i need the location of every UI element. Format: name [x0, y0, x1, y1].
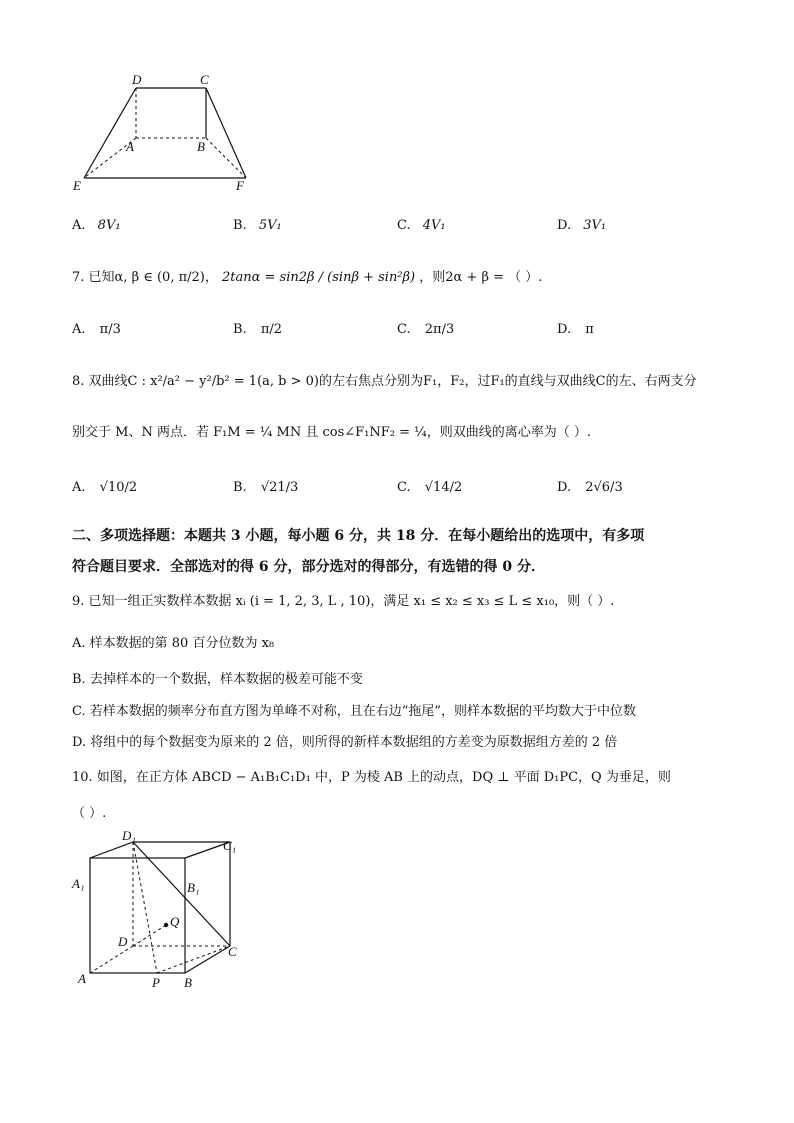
option-value: √10/2	[99, 480, 138, 495]
q9-option-b[interactable]: B. 去掉样本的一个数据，样本数据的极差可能不变	[72, 672, 363, 687]
option-value: 2√6/3	[585, 480, 623, 495]
q7-option-c[interactable]	[397, 322, 454, 338]
option-key: A.	[72, 322, 86, 337]
q9-stem: 9. 已知一组正实数样本数据 xᵢ (i = 1, 2, 3, L , 10)，满足 x₁ ≤ x₂ ≤ x₃ ≤ L ≤ x₁₀，则（ ）.	[72, 594, 615, 609]
q8-line-1: 8. 双曲线C : x²/a² − y²/b² = 1(a, b > 0)的左右焦点分别为F₁，F₂，过F₁的直线与双曲线C的左、右两支分	[72, 374, 697, 389]
label-E: E	[73, 178, 81, 193]
q8-option-c[interactable]	[397, 480, 462, 496]
option-key: B.	[233, 322, 247, 337]
option-value: 2π/3	[424, 322, 455, 337]
option-value: 5V₁	[258, 218, 282, 233]
q6-option-c[interactable]	[397, 218, 446, 234]
q8-option-d[interactable]	[557, 480, 623, 496]
q8-option-b[interactable]	[233, 480, 298, 496]
option-key: D.	[557, 322, 572, 337]
option-value: π/3	[99, 322, 121, 337]
q7-prefix: 7. 已知α, β ∈ (0, π/2)，	[72, 270, 218, 285]
label-D: D	[118, 934, 128, 949]
q6-option-d[interactable]	[557, 218, 606, 234]
q8-option-a[interactable]	[72, 480, 137, 496]
q7-option-b[interactable]	[233, 322, 282, 338]
q10-line-1: 10. 如图，在正方体 ABCD − A₁B₁C₁D₁ 中，P 为棱 AB 上的动点，DQ ⊥ 平面 D₁PC，Q 为垂足，则	[72, 770, 671, 785]
q10-line-2: （ ）.	[72, 806, 107, 821]
option-key: B.	[233, 218, 247, 233]
label-P: P	[152, 975, 160, 990]
label-D1: D₁	[122, 830, 136, 843]
point-q-marker	[164, 923, 168, 927]
option-value: 8V₁	[97, 218, 121, 233]
q7-suffix: ，则2α + β = （ ）.	[419, 270, 543, 285]
label-A1: A₁	[72, 876, 85, 891]
q7-stem	[72, 270, 542, 286]
option-value: √21/3	[260, 480, 299, 495]
option-key: D.	[557, 218, 572, 233]
label-B: B	[184, 975, 192, 990]
q7-equation: 2tanα = sin2β / (sinβ + sin²β)	[222, 270, 416, 285]
figure-cube	[70, 830, 260, 995]
option-key: D.	[557, 480, 572, 495]
q9-option-d[interactable]: D. 将组中的每个数据变为原来的 2 倍，则所得的新样本数据组的方差变为原数据组方差的 2 倍	[72, 735, 618, 750]
label-A: A	[126, 139, 134, 154]
label-Q: Q	[170, 914, 180, 929]
option-key: A.	[72, 480, 86, 495]
q9-option-a[interactable]: A. 样本数据的第 80 百分位数为 x₈	[72, 636, 275, 651]
option-key: A.	[72, 218, 86, 233]
label-C1: C₁	[223, 838, 237, 853]
label-B: B	[197, 139, 205, 154]
q8-line-2: 别交于 M、N 两点．若 F₁M = ¼ MN 且 cos∠F₁NF₂ = ¼，则双曲线的离心率为（ ）.	[72, 425, 591, 440]
q9-option-c[interactable]: C. 若样本数据的频率分布直方图为单峰不对称，且在右边“拖尾”，则样本数据的平均数大于中位数	[72, 704, 637, 719]
q7-option-d[interactable]	[557, 322, 594, 338]
label-B1: B₁	[187, 880, 200, 895]
label-C: C	[200, 72, 209, 87]
option-value: 4V₁	[422, 218, 446, 233]
q6-option-a[interactable]	[72, 218, 121, 234]
q7-option-a[interactable]	[72, 322, 121, 338]
option-key: C.	[397, 322, 411, 337]
label-C: C	[228, 944, 237, 959]
label-F: F	[236, 178, 244, 193]
option-key: B.	[233, 480, 247, 495]
option-value: 3V₁	[583, 218, 607, 233]
q6-option-b[interactable]	[233, 218, 282, 234]
option-key: C.	[397, 480, 411, 495]
option-value: π/2	[260, 322, 283, 337]
section-2-heading-line-2: 符合题目要求．全部选对的得 6 分，部分选对的得部分，有选错的得 0 分．	[72, 559, 545, 575]
option-value: π	[585, 322, 594, 337]
section-2-heading-line-1: 二、多项选择题：本题共 3 小题，每小题 6 分，共 18 分．在每小题给出的选项中，有多项	[72, 528, 645, 544]
option-value: √14/2	[424, 480, 463, 495]
figure-frustum	[70, 70, 260, 195]
label-D: D	[132, 72, 142, 87]
label-A: A	[78, 971, 86, 986]
option-key: C.	[397, 218, 411, 233]
